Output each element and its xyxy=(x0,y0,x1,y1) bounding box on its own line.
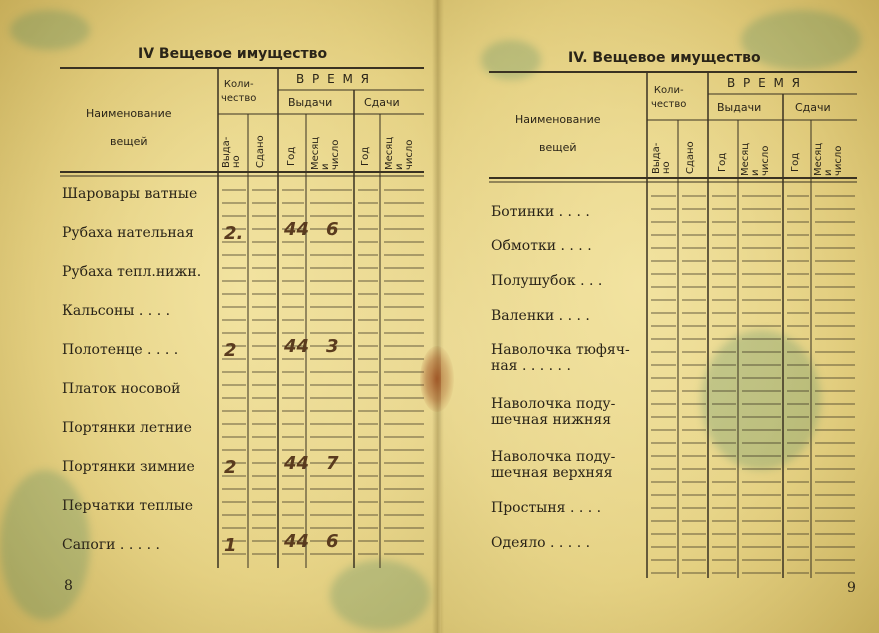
item-name: Рубаха тепл.нижн. xyxy=(62,264,202,280)
handwritten-date: 7 xyxy=(326,453,339,474)
time-header: В Р Е М Я xyxy=(296,72,371,86)
item-name: Платок носовой xyxy=(62,381,181,397)
issue-date-header: Месяц и число xyxy=(310,136,341,170)
item-name: Ботинки . . . . xyxy=(491,204,590,220)
page-number: 8 xyxy=(64,578,73,594)
item-name: Рубаха нательная xyxy=(62,225,194,241)
return-date-header: Месяц и число xyxy=(384,136,415,170)
returned-short-header: Сдано xyxy=(685,141,696,174)
item-name: Валенки . . . . xyxy=(491,308,590,324)
item-name: Кальсоны . . . . xyxy=(62,303,171,319)
handwritten-quantity: 2 xyxy=(224,340,237,361)
item-name: Полотенце . . . . xyxy=(62,342,179,358)
returned-short-header: Сдано xyxy=(255,135,266,168)
handwritten-quantity: 2 xyxy=(224,457,237,478)
return-date-header: Месяц и число xyxy=(813,142,844,176)
issue-header: Выдачи xyxy=(717,101,762,114)
item-name: Портянки зимние xyxy=(62,459,195,475)
item-name: Портянки летние xyxy=(62,420,192,436)
item-name: Полушубок . . . xyxy=(491,273,603,289)
issued-short-header: Выда- но xyxy=(651,142,672,174)
handwritten-year: 44 xyxy=(284,453,310,474)
section-title: IV Вещевое имущество xyxy=(138,46,328,62)
item-name: Обмотки . . . . xyxy=(491,238,592,254)
item-name: Простыня . . . . xyxy=(491,500,602,516)
issue-header: Выдачи xyxy=(288,96,333,109)
section-title: IV. Вещевое имущество xyxy=(568,50,761,66)
page-number: 9 xyxy=(847,580,856,596)
issue-date-header: Месяц и число xyxy=(740,142,771,176)
return-year-header: Год xyxy=(360,146,371,166)
item-name: Наволочка тюфяч- ная . . . . . . xyxy=(491,342,630,374)
item-name: Сапоги . . . . . xyxy=(62,537,160,553)
name-column-header: Наименование вещей xyxy=(86,107,172,148)
item-name: Наволочка поду- шечная нижняя xyxy=(491,396,616,428)
handwritten-quantity: 1 xyxy=(224,535,237,556)
item-name: Шаровары ватные xyxy=(62,186,198,202)
handwritten-date: 3 xyxy=(326,336,339,357)
quantity-header: Коли- чество xyxy=(651,85,687,110)
item-name: Наволочка поду- шечная верхняя xyxy=(491,449,616,481)
time-header: В Р Е М Я xyxy=(727,76,802,90)
item-name: Перчатки теплые xyxy=(62,498,194,514)
handwritten-date: 6 xyxy=(326,531,339,552)
quantity-header: Коли- чество xyxy=(221,79,257,104)
return-header: Сдачи xyxy=(795,101,831,114)
handwritten-quantity: 2. xyxy=(224,223,244,244)
return-header: Сдачи xyxy=(364,96,400,109)
item-name: Одеяло . . . . . xyxy=(491,535,591,551)
handwritten-year: 44 xyxy=(284,219,310,240)
issue-year-header: Год xyxy=(286,146,297,166)
handwritten-year: 44 xyxy=(284,336,310,357)
handwritten-year: 44 xyxy=(284,531,310,552)
right-page xyxy=(441,0,879,633)
return-year-header: Год xyxy=(790,152,801,172)
left-page xyxy=(0,0,438,633)
issue-year-header: Год xyxy=(717,152,728,172)
name-column-header: Наименование вещей xyxy=(515,113,601,154)
handwritten-date: 6 xyxy=(326,219,339,240)
issued-short-header: Выда- но xyxy=(221,136,242,168)
